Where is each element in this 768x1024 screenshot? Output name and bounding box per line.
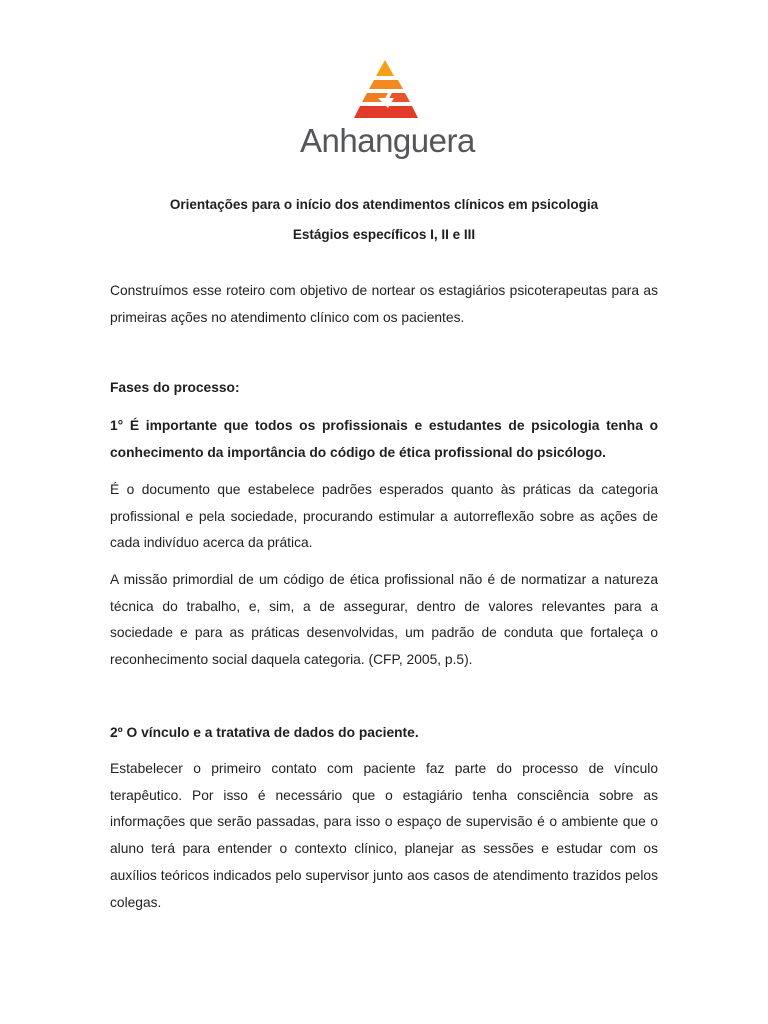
section-heading-fases: Fases do processo:	[110, 380, 240, 395]
item2-heading: 2º O vínculo e a tratativa de dados do paciente.	[110, 725, 419, 740]
document-title: Orientações para o início dos atendimentos clínicos em psicologia	[169, 197, 599, 212]
intro-paragraph: Construímos esse roteiro com objetivo de nortear os estagiários psicoterapeutas para as primeiras ações no atendimento clínico com os pacientes.	[110, 283, 658, 325]
triangle-logo-icon	[350, 58, 420, 120]
document-subtitle: Estágios específicos I, II e III	[292, 227, 476, 242]
logo-wordmark: Anhanguera	[300, 122, 475, 159]
item1-heading: 1° É importante que todos os profissionais e estudantes de psicologia tenha o conhecimento da importância do código de ética profissional do psicólogo.	[110, 418, 658, 460]
item1-paragraph-1: É o documento que estabelece padrões esperados quanto às práticas da categoria profissional e pela sociedade, procurando estimular a autorreflexão sobre as ações de cada indivíduo acerca da prática.	[110, 482, 658, 551]
item1-paragraph-2: A missão primordial de um código de ética profissional não é de normatizar a natureza técnica do trabalho, e, sim, a de assegurar, dentro de valores relevantes para a sociedade e para as práticas desenvolvidas, um padrão de conduta que fortaleça o reconhecimento social daquela categoria. (CFP, 2005, p.5).	[110, 572, 658, 668]
anhanguera-logo	[300, 58, 475, 164]
item2-paragraph-1: Estabelecer o primeiro contato com paciente faz parte do processo de vínculo terapêutico. Por isso é necessário que o estagiário tenha consciência sobre as informações que serão passadas, para isso o espaço de supervisão é o ambiente que o aluno terá para entender o contexto clínico, planejar as sessões e estudar com os auxílios teóricos indicados pelo supervisor junto aos casos de atendimento trazidos pelos colegas.	[110, 761, 658, 910]
